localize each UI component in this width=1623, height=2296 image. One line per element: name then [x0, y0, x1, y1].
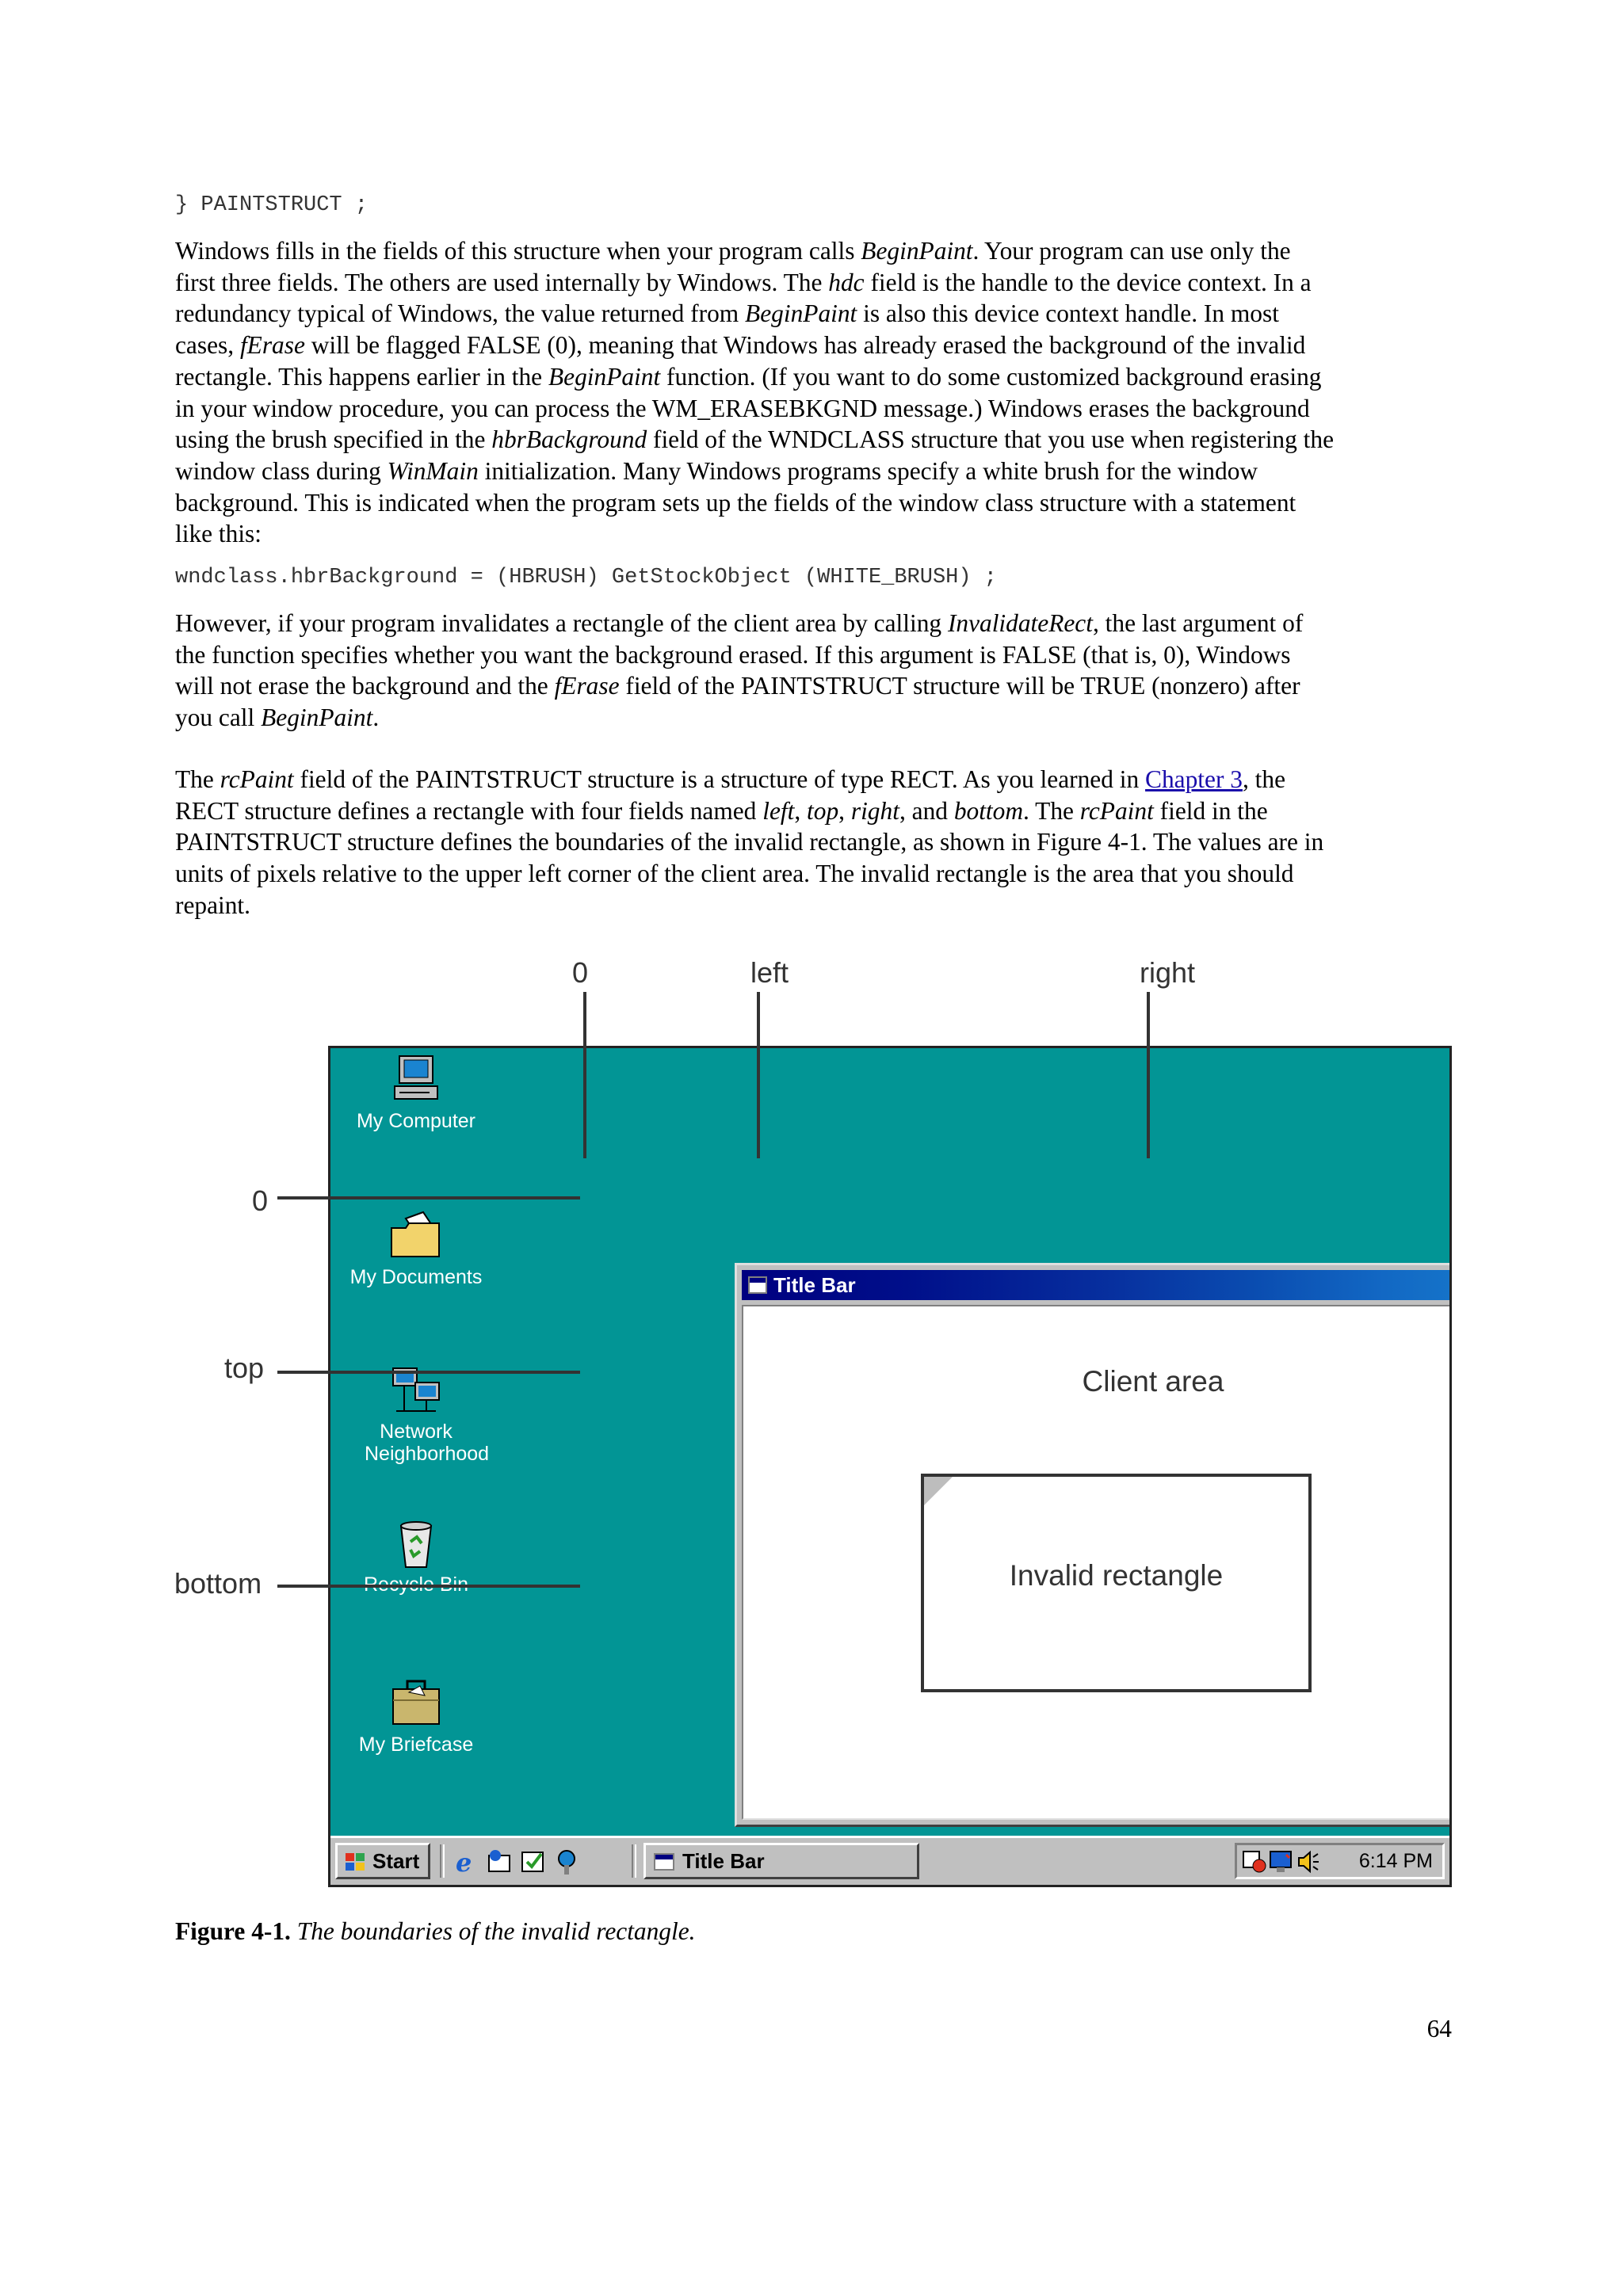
- recycle-bin-icon: [388, 1518, 444, 1569]
- pointer-line-zero-x: [583, 992, 586, 1158]
- code-line-wndclass: wndclass.hbrBackground = (HBRUSH) GetStockObject (WHITE_BRUSH) ;: [175, 566, 997, 589]
- pointer-line-right: [1147, 992, 1150, 1158]
- corner-marker: [924, 1477, 953, 1505]
- scheduler-icon[interactable]: [1242, 1850, 1267, 1874]
- application-window[interactable]: [735, 1263, 1452, 1827]
- outlook-express-icon[interactable]: [486, 1848, 514, 1876]
- label-zero-y: 0: [252, 1184, 269, 1217]
- taskbar-separator: [632, 1844, 636, 1878]
- window-icon: [748, 1276, 767, 1294]
- taskbar-window-button[interactable]: Title Bar: [643, 1843, 919, 1879]
- pointer-line-zero-y: [277, 1196, 580, 1199]
- system-tray: [1235, 1843, 1445, 1879]
- desktop-icon-my-briefcase[interactable]: My Briefcase: [345, 1678, 487, 1756]
- internet-explorer-icon[interactable]: [453, 1848, 481, 1876]
- paragraph-beginpaint: Windows fills in the fields of this structure when your program calls BeginPaint. Your program can use only the first three fields. The others are used internally by Windows. The hdc field is the handle to the device context. In a redundancy typical of Windows, the value returned from BeginPaint is also this device context handle. In most cases, fErase will be flagged FALSE (0), meaning that Windows has already erased the background of the invalid rectangle. This happens earlier in the BeginPaint function. (If you want to do some customized background erasing in your window procedure, you can process the WM_ERASEBKGND message.) Windows erases the background using the brush specified in the hbrBackground field of the WNDCLASS structure that you use when registering the window class during WinMain initialization. Many Windows programs specify a white brush for the window background. This is indicated when the program sets up the fields of the window class structure with a statement like this:: [175, 237, 1335, 548]
- taskbar: [330, 1836, 1449, 1885]
- desktop-icon-my-documents[interactable]: My Documents: [345, 1211, 487, 1288]
- window-icon: [654, 1853, 674, 1871]
- figure-invalid-rectangle: [166, 943, 1458, 1894]
- clock: 6:14 PM: [1358, 1850, 1433, 1872]
- windows-logo-icon: [344, 1852, 366, 1872]
- label-bottom: bottom: [174, 1567, 262, 1600]
- page-number: 64: [1426, 2015, 1452, 2042]
- invalid-rectangle: [921, 1474, 1312, 1692]
- window-title: Title Bar: [773, 1273, 856, 1297]
- computer-icon: [388, 1055, 444, 1105]
- figure-caption: Figure 4-1. The boundaries of the invalid rectangle.: [175, 1917, 696, 1945]
- paragraph-invalidaterect: However, if your program invalidates a rectangle of the client area by calling InvalidateRect, the last argument of the function specifies whether you want the background erased. If this argument is FALSE (that is, 0), Windows will not erase the background and the fErase field of the PAINTSTRUCT structure will be TRUE (nonzero) after you call BeginPaint.: [175, 609, 1304, 732]
- svg-text:e: e: [456, 1848, 472, 1876]
- show-desktop-icon[interactable]: [519, 1848, 548, 1876]
- invalid-rectangle-label: Invalid rectangle: [1009, 1559, 1224, 1592]
- window-title-bar[interactable]: [742, 1270, 1452, 1300]
- chapter-3-link[interactable]: Chapter 3: [1145, 765, 1243, 793]
- start-button[interactable]: Start: [335, 1843, 430, 1879]
- desktop-icon-network-neighborhood[interactable]: Network Neighborhood: [345, 1365, 487, 1465]
- client-area[interactable]: [742, 1305, 1452, 1820]
- monitor-icon[interactable]: [1269, 1850, 1294, 1874]
- label-top: top: [224, 1352, 265, 1384]
- channels-icon[interactable]: [552, 1848, 581, 1876]
- client-area-label: Client area: [1082, 1365, 1224, 1398]
- folder-icon: [388, 1211, 444, 1261]
- briefcase-icon: [388, 1678, 444, 1729]
- label-left: left: [750, 956, 789, 989]
- taskbar-separator: [440, 1844, 445, 1878]
- windows-desktop: [328, 1046, 1452, 1887]
- pointer-line-left: [757, 992, 760, 1158]
- volume-icon[interactable]: [1296, 1850, 1321, 1874]
- paragraph-rcpaint: The rcPaint field of the PAINTSTRUCT structure is a structure of type RECT. As you learned in Chapter 3, the RECT structure defines a rectangle with four fields named left, top, right, and bottom. The rcPaint field in the PAINTSTRUCT structure defines the boundaries of the invalid rectangle, as shown in Figure 4-1. The values are in units of pixels relative to the upper left corner of the client area. The invalid rectangle is the area that you should repaint.: [175, 765, 1324, 919]
- pointer-line-top: [277, 1371, 580, 1374]
- label-right: right: [1140, 956, 1196, 989]
- code-line-paintstruct-end: } PAINTSTRUCT ;: [175, 193, 369, 217]
- desktop-icon-my-computer[interactable]: My Computer: [345, 1055, 487, 1132]
- label-zero-x: 0: [572, 956, 589, 989]
- pointer-line-bottom: [277, 1585, 580, 1588]
